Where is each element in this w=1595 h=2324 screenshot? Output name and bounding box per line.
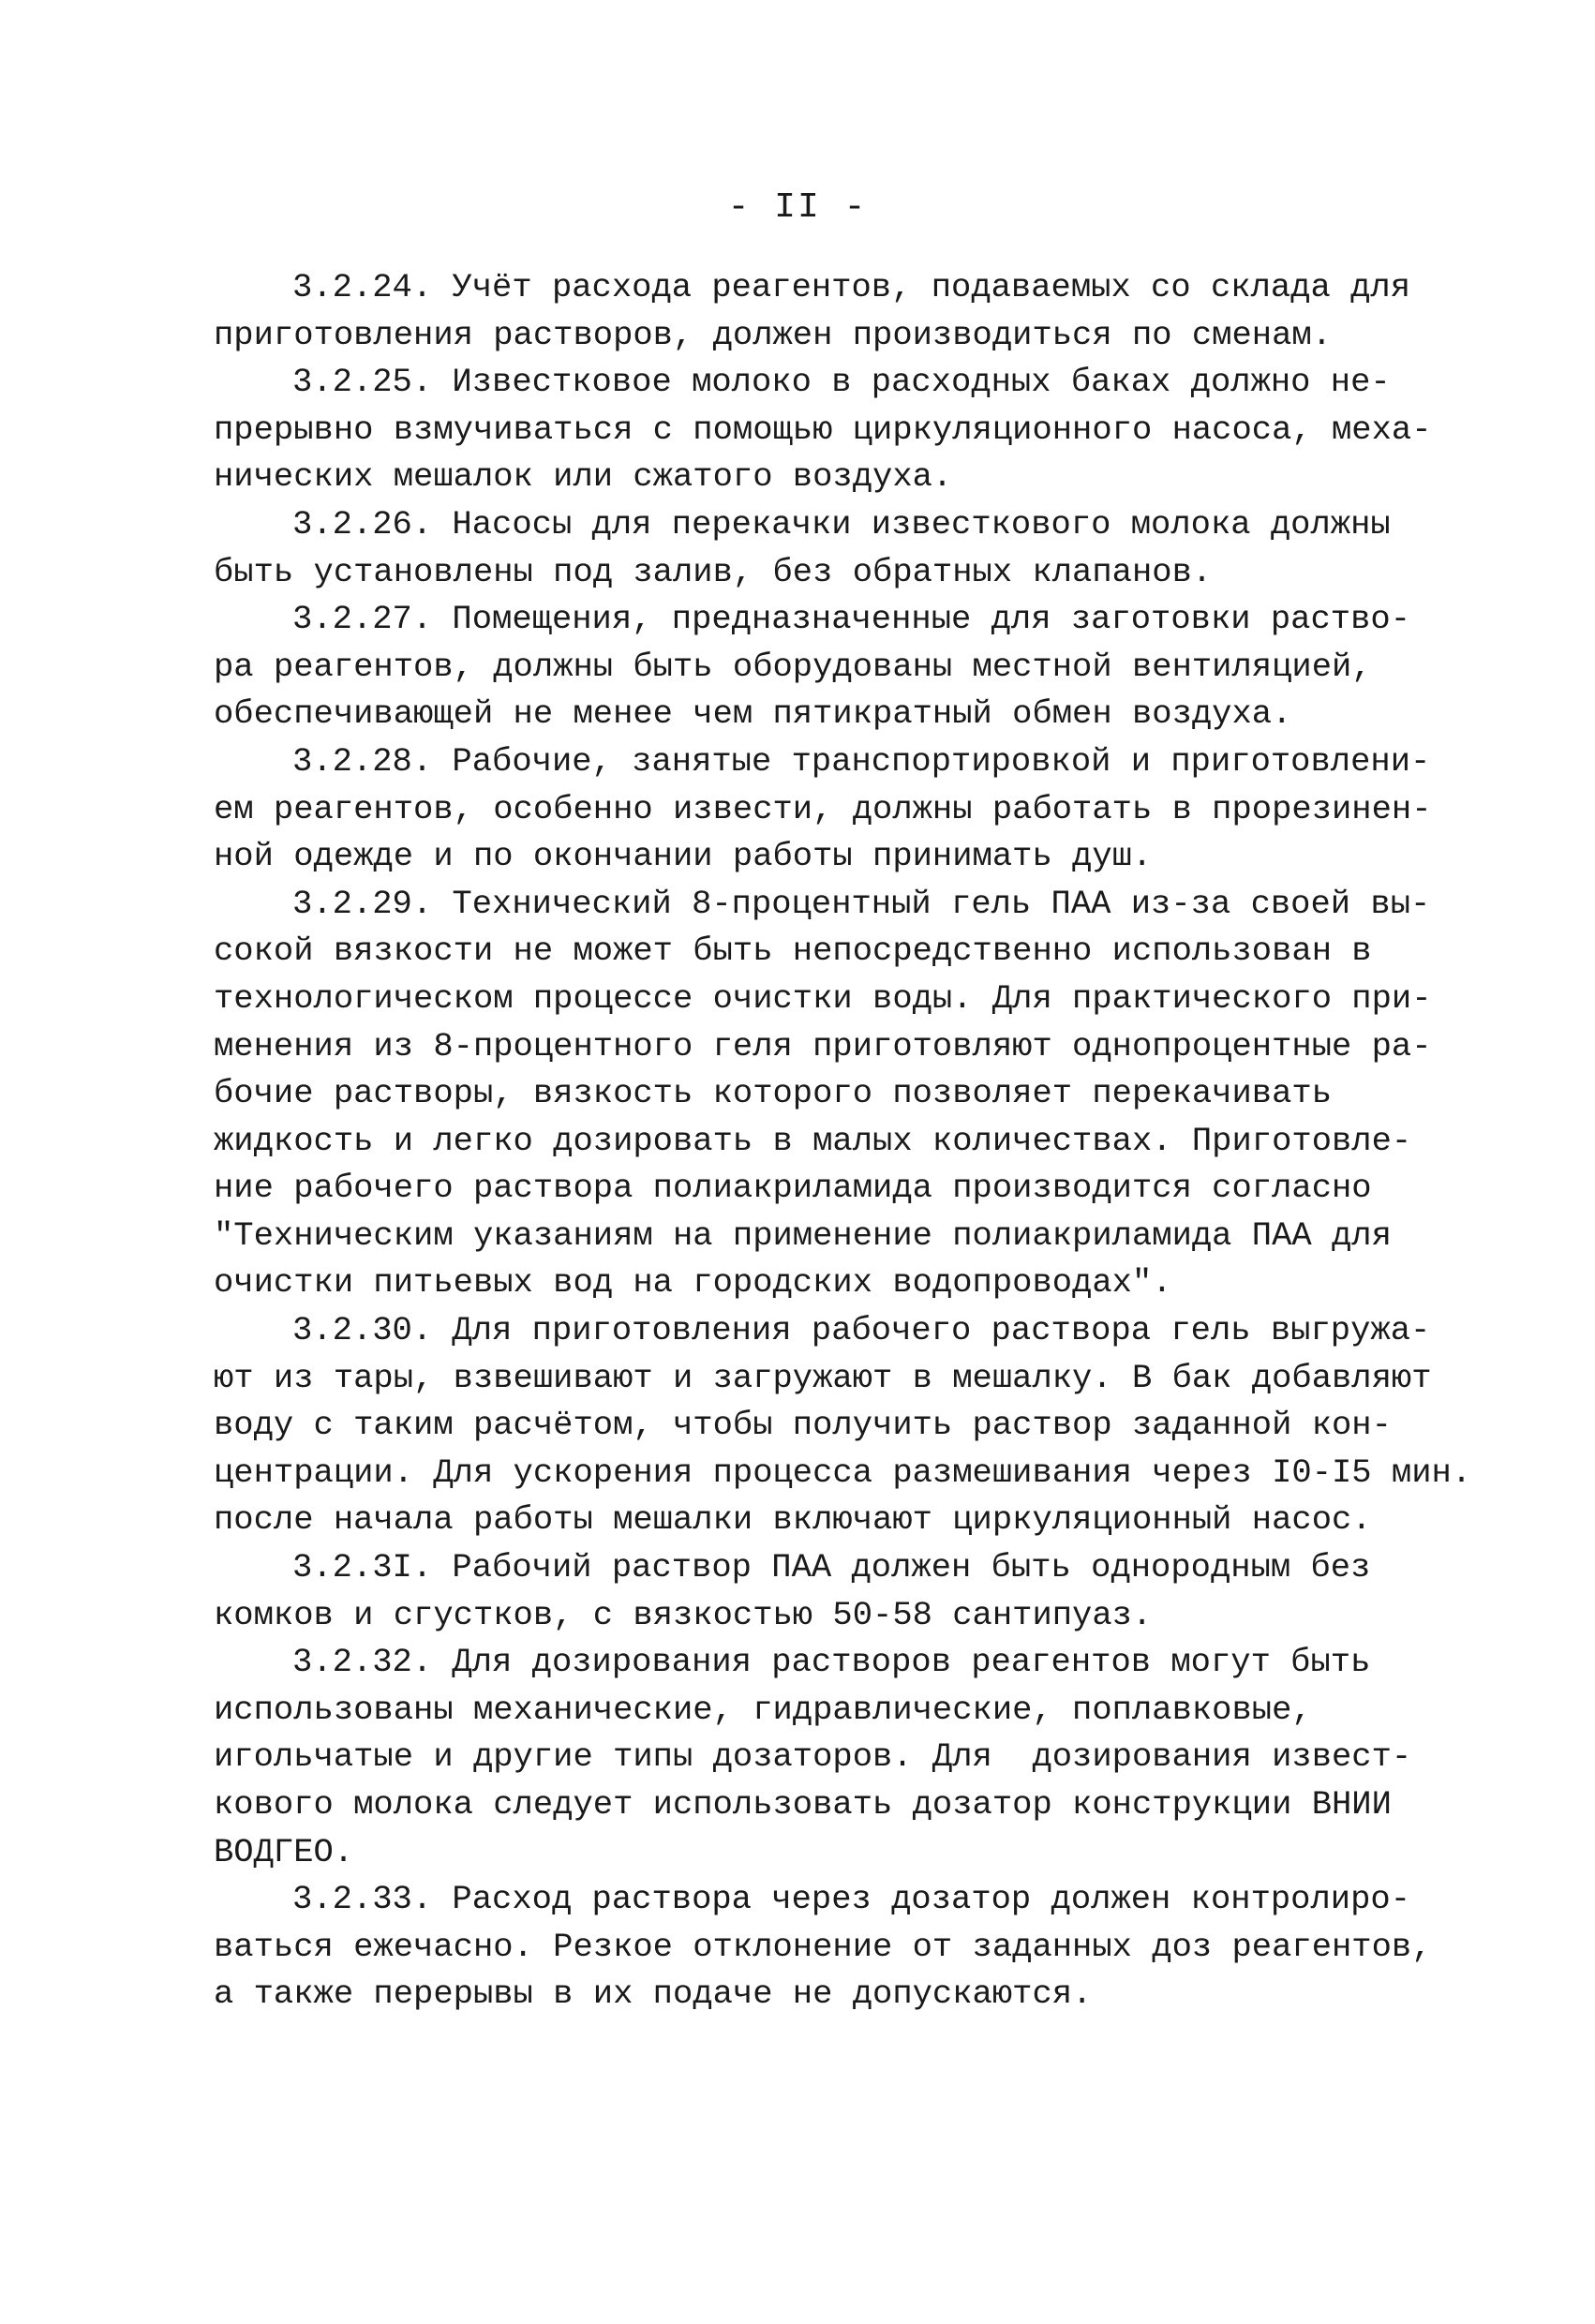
text-line: очистки питьевых вод на городских водопроводах". <box>214 1263 1172 1303</box>
text-line: ной одежде и по окончании работы принимать душ. <box>214 837 1153 876</box>
document-body <box>214 264 1472 2019</box>
text-line: 3.2.32. Для дозирования растворов реагентов могут быть <box>292 1643 1371 1682</box>
text-line: 3.2.27. Помещения, предназначенные для заготовки раство- <box>292 600 1410 639</box>
text-line: обеспечивающей не менее чем пятикратный обмен воздуха. <box>214 694 1292 734</box>
text-line: комков и сгустков, с вязкостью 50-58 сантипуаз. <box>214 1595 1153 1634</box>
text-line: технологическом процессе очистки воды. Для практического при- <box>214 978 1432 1018</box>
text-line: ваться ежечасно. Резкое отклонение от заданных доз реагентов, <box>214 1927 1432 1966</box>
text-line: использованы механические, гидравлические, поплавковые, <box>214 1690 1312 1729</box>
paragraph <box>214 1307 1472 1544</box>
paragraph <box>214 596 1432 738</box>
text-line: центрации. Для ускорения процесса размешивания через I0-I5 мин. <box>214 1452 1472 1492</box>
text-line: 3.2.24. Учёт расхода реагентов, подаваемых со склада для <box>292 268 1410 306</box>
text-line: воду с таким расчётом, чтобы получить раствор заданной кон- <box>214 1406 1392 1445</box>
text-line: ние рабочего раствора полиакриламида производится согласно <box>214 1169 1372 1208</box>
text-line: после начала работы мешалки включают циркуляционный насос. <box>214 1500 1372 1540</box>
text-line: быть установлены под залив, без обратных клапанов. <box>214 552 1213 591</box>
page-number: - II - <box>727 187 868 228</box>
text-line: а также перерывы в их подаче не допускаются. <box>214 1974 1093 2014</box>
paragraph <box>214 1544 1432 1639</box>
paragraph <box>214 1639 1432 1876</box>
text-line: нических мешалок или сжатого воздуха. <box>214 457 953 497</box>
text-line: "Техническим указаниям на применение полиакриламида ПАА для <box>214 1215 1392 1255</box>
text-line: ВОДГЕО. <box>214 1832 354 1871</box>
text-line: 3.2.25. Известковое молоко в расходных баках должно не- <box>292 363 1391 402</box>
text-line: 3.2.29. Технический 8-процентный гель ПАА из-за своей вы- <box>292 884 1431 923</box>
text-line: ют из тары, взвешивают и загружают в мешалку. В бак добавляют <box>214 1358 1432 1397</box>
text-line: ра реагентов, должны быть оборудованы местной вентиляцией, <box>214 647 1372 686</box>
paragraph <box>214 1876 1432 2019</box>
text-line: сокой вязкости не может быть непосредственно использован в <box>214 931 1372 971</box>
text-line: бочие растворы, вязкость которого позволяет перекачивать <box>214 1074 1332 1113</box>
paragraph <box>214 359 1432 501</box>
text-line: 3.2.30. Для приготовления рабочего раствора гель выгружа- <box>292 1311 1431 1350</box>
text-line: жидкость и легко дозировать в малых количествах. Приготовле- <box>214 1121 1412 1160</box>
paragraph <box>214 881 1432 1307</box>
text-line: приготовления растворов, должен производиться по сменам. <box>214 315 1332 354</box>
text-line: ем реагентов, особенно извести, должны работать в прорезинен- <box>214 789 1432 828</box>
text-line: игольчатые и другие типы дозаторов. Для дозирования извест- <box>214 1737 1412 1777</box>
text-line: 3.2.28. Рабочие, занятые транспортировкой и приготовлени- <box>292 741 1431 781</box>
text-line: прерывно взмучиваться с помощью циркуляционного насоса, меха- <box>214 410 1432 449</box>
paragraph <box>214 501 1432 596</box>
paragraph <box>214 738 1432 881</box>
text-line: кового молока следует использовать дозатор конструкции ВНИИ <box>214 1785 1392 1824</box>
text-line: 3.2.3I. Рабочий раствор ПАА должен быть однородным без <box>292 1548 1371 1587</box>
text-line: 3.2.26. Насосы для перекачки известкового молока должны <box>292 504 1391 544</box>
text-line: менения из 8-процентного геля приготовляют однопроцентные ра- <box>214 1026 1432 1065</box>
paragraph <box>214 264 1432 359</box>
text-line: 3.2.33. Расход раствора через дозатор должен контролиро- <box>292 1880 1410 1919</box>
